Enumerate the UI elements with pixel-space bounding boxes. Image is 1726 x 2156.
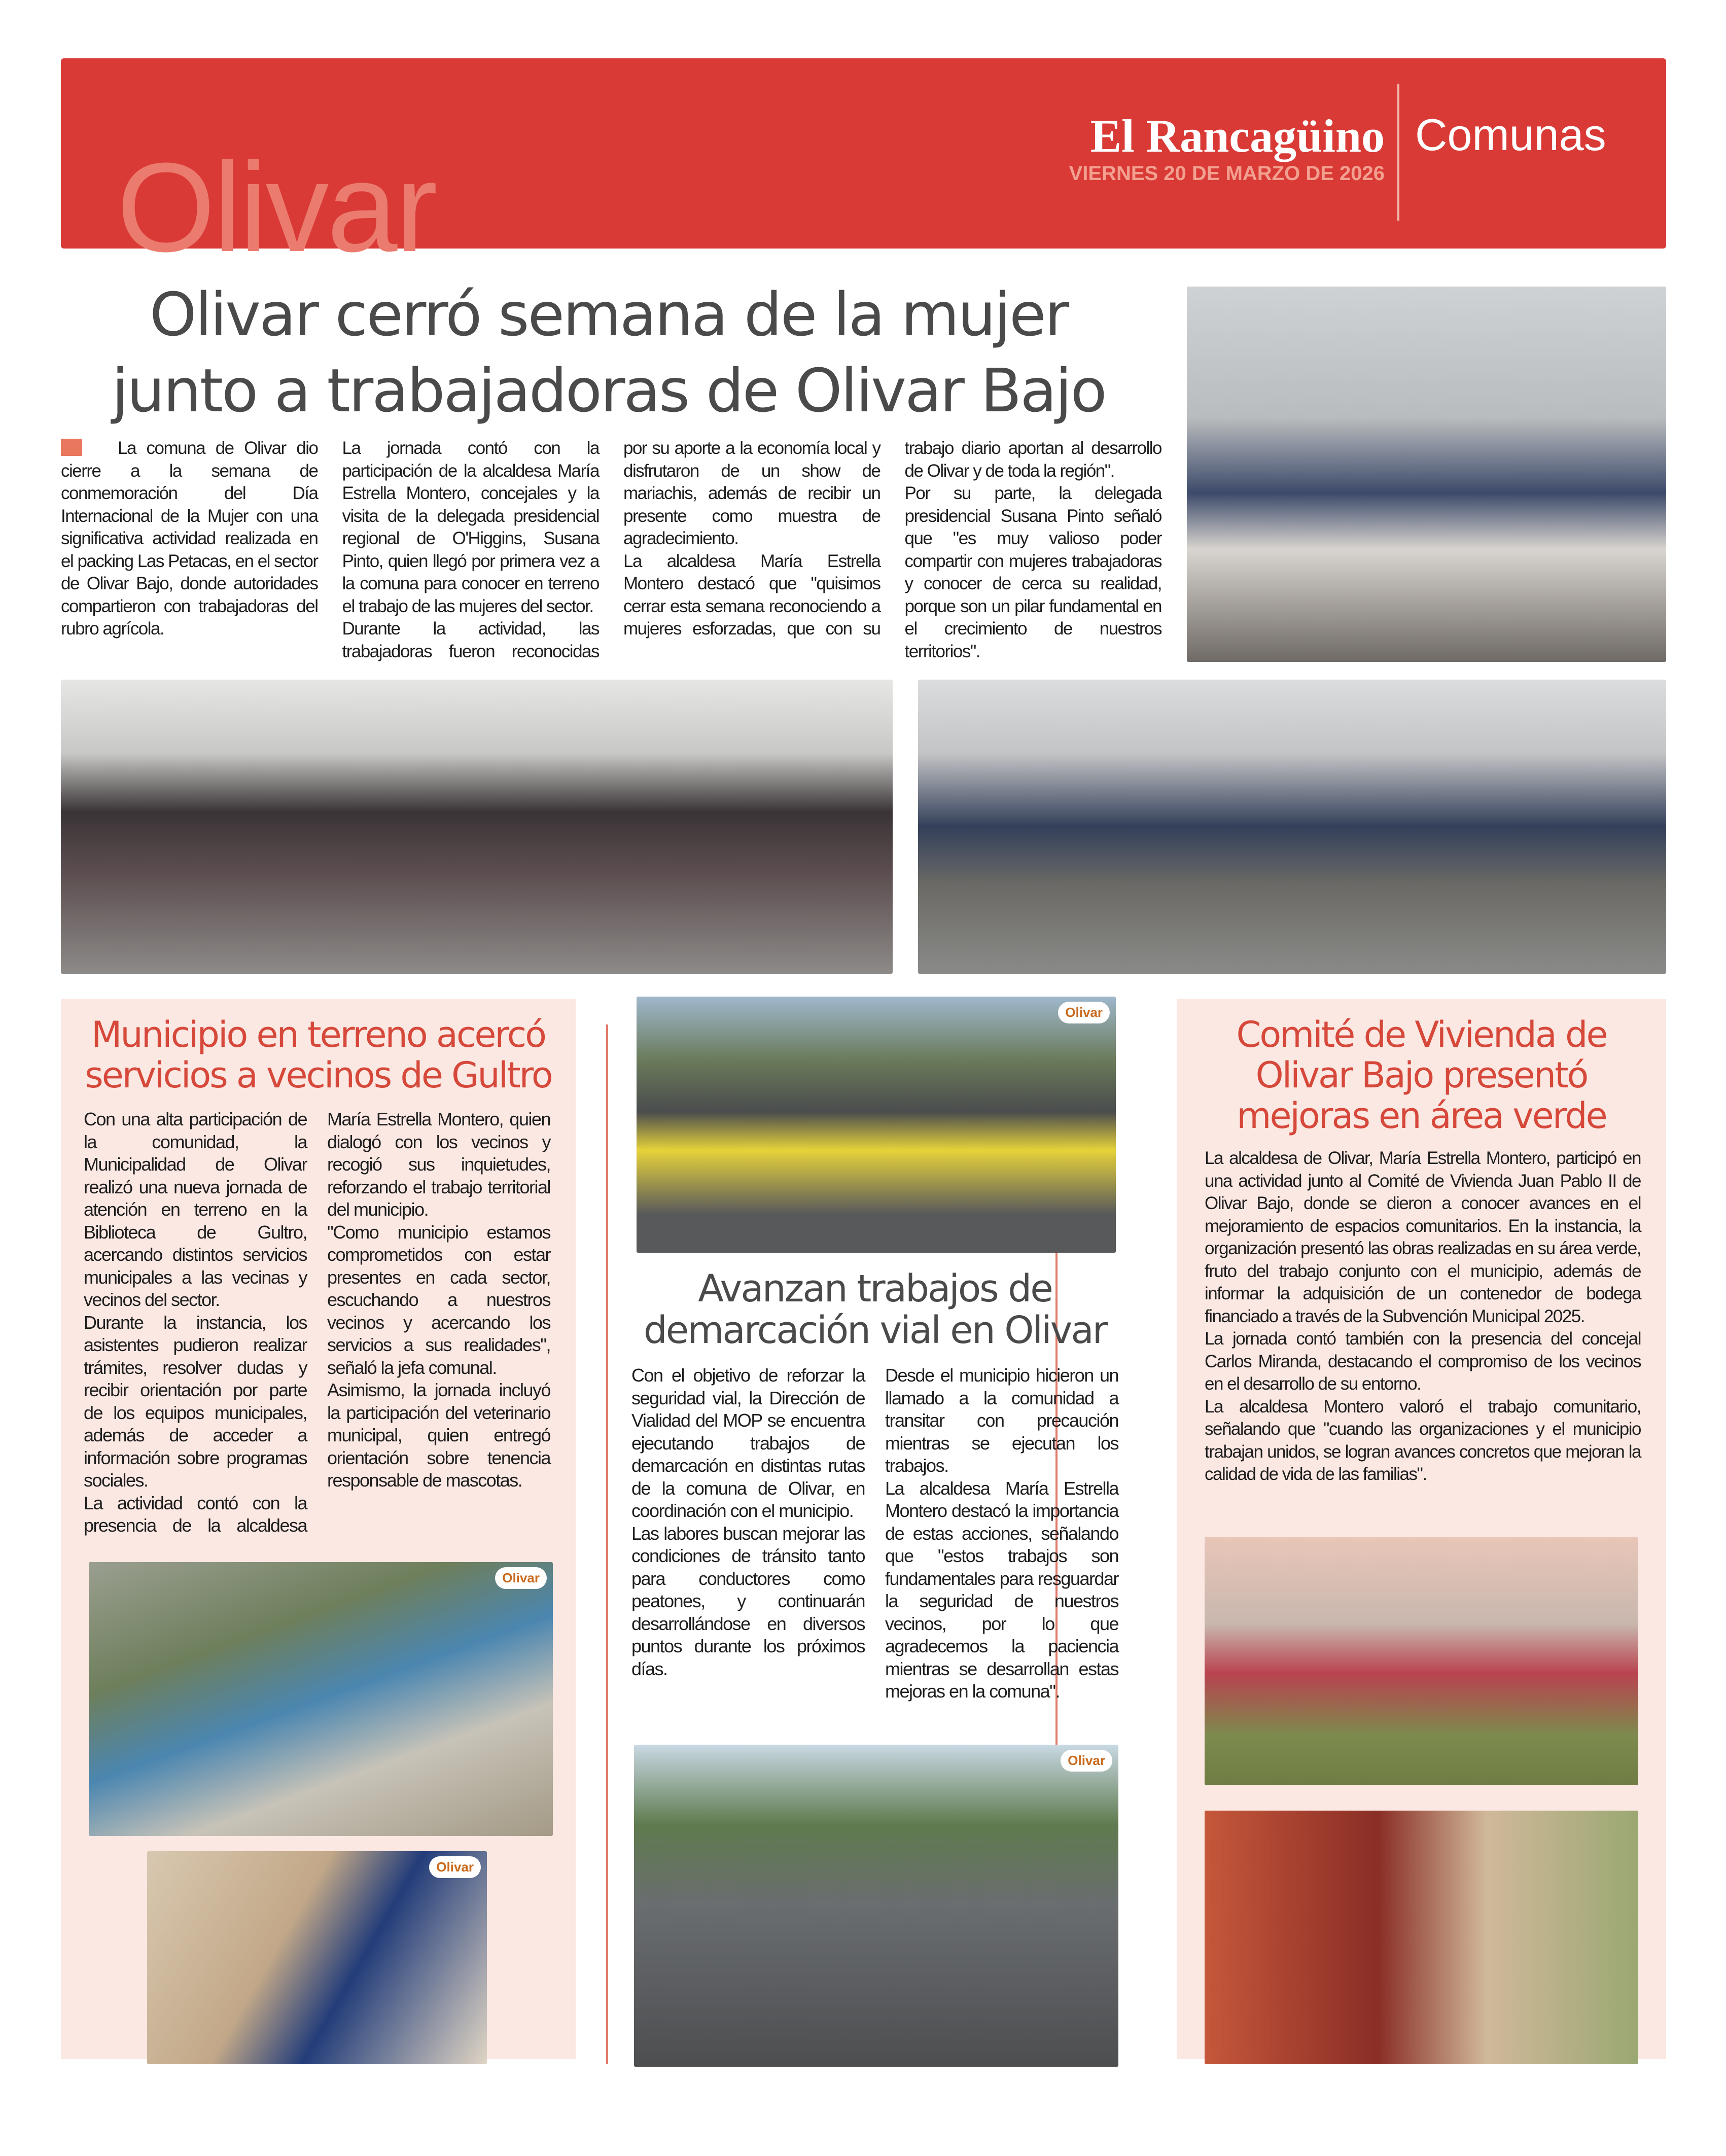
vial-article-body [631,1364,1118,1703]
paragraph: Con una alta participación de la comunidad, la Municipalidad de Olivar realizó una nueva jornada de atención en terreno en la Biblioteca de Gultro, acercando distintos servicios municipales a las vecinas y vecinos del sector. [84,1109,307,1310]
paragraph: Durante la instancia, los asistentes pudieron realizar trámites, resolver dudas y recibir orientación por parte de los equipos municipales, además de acceder a información sobre programas sociales. [84,1312,307,1491]
photo-group-workers [61,680,893,974]
paragraph: La alcaldesa María Estrella Montero destacó la importancia de estas acciones, señalando que "estos trabajos son fundamentales para resguardar la seguridad de nuestros vecinos, por lo que agradecemos la paciencia mientras se desarrollan estas mejoras en la comuna". [885,1477,1118,1702]
paragraph: La alcaldesa María Estrella Montero destacó que "quisimos cerrar esta semana reconociendo a mujeres esforzadas, que con su trabajo diario aportan al desarrollo de Olivar y de toda la región". [623,438,1161,639]
paragraph: La comuna de Olivar dio cierre a la semana de conmemoración del Día Internacional de la Mujer con una significativa actividad realizada en el packing Las Petacas, en el sector de Olivar Bajo, donde autoridades compartieron con trabajadoras del rubro agrícola. [61,438,318,639]
paragraph: "Como municipio estamos comprometidos con estar presentes en cada sector, escuchando a nuestros vecinos y acercando los servicios a sus realidades", señaló la jefa comunal. [327,1221,550,1378]
headline-line: Avanzan trabajos de [698,1267,1052,1311]
municipality-logo: Olivar [495,1567,547,1589]
paragraph: La alcaldesa de Olivar, María Estrella Montero, participó en una actividad junto al Comité de Vivienda Juan Pablo II de Olivar Bajo, donde se dieron a conocer avances en el mejoramiento de espacios comunitarios. En la instancia, la organización presentó las obras realizadas en su área verde, fruto del trabajo conjunto con el municipio, además de informar la adquisición de un contenedor de bodega financiado a través de la Subvención Municipal 2025. [1205,1148,1641,1326]
photo-authorities-group [918,680,1666,974]
headline-line: Olivar cerró semana de la mujer [149,279,1068,349]
headline-line: Comité de Vivienda de [1236,1014,1607,1055]
photo-gultro-attention [89,1562,553,1836]
vial-headline [609,1268,1141,1351]
paragraph: La jornada contó también con la presencia del concejal Carlos Miranda, destacando el compromiso de los vecinos en el desarrollo de su entorno. [1205,1329,1641,1394]
vivienda-headline [1182,1014,1661,1136]
gultro-article-body [84,1108,550,1537]
photo-storage-container [1205,1811,1638,2064]
headline-line: Municipio en terreno acercó [91,1014,545,1055]
paragraph: Con el objetivo de reforzar la seguridad vial, la Dirección de Vialidad del MOP se encuentra ejecutando trabajos de demarcación en distintas rutas de la comuna de Olivar, en coordinación con el municipio. [631,1365,865,1521]
issue-date: VIERNES 20 DE MARZO DE 2026 [1069,162,1385,185]
paragraph: Durante la actividad, las trabajadoras fueron reconocidas por su aporte a la economía local y disfrutaron de un show de mariachis, además de recibir un presente como muestra de agradecimiento. [342,438,880,661]
header-divider [1397,84,1399,221]
paragraph: Desde el municipio hicieron un llamado a la comunidad a transitar con precaución mientras se ejecutan los trabajos. [885,1365,1118,1476]
paragraph: Las labores buscan mejorar las condiciones de tránsito tanto para conductores como peatones, y continuarán desarrollándose en diversos puntos durante los próximos días. [631,1523,865,1679]
lead-marker [61,439,82,456]
headline-line: Olivar Bajo presentó [1255,1054,1588,1096]
main-headline [71,276,1146,429]
headline-line: junto a trabajadoras de Olivar Bajo [112,356,1106,426]
newspaper-name: El Rancagüino [1090,110,1385,162]
paragraph: Asimismo, la jornada incluyó la participación del veterinario municipal, quien entregó orientación sobre tenencia responsable de mascotas. [327,1380,550,1491]
paragraph: La jornada contó con la participación de la alcaldesa María Estrella Montero, concejales y la visita de la delegada presidencial regional de O'Higgins, Susana Pinto, quien llegó por primera vez a la comuna para conocer en terreno el trabajo de las mujeres del sector. [342,438,599,616]
paragraph: La actividad contó con la presencia de la alcaldesa María Estrella Montero, quien dialogó con los vecinos y recogió sus inquietudes, reforzando el trabajo territorial del municipio. [84,1109,550,1536]
category-label: Comunas [1415,110,1606,160]
photo-road-marking [634,1745,1118,2067]
paragraph: Por su parte, la delegada presidencial Susana Pinto señaló que "es muy valioso poder compartir con mujeres trabajadoras y conocer de cerca su realidad, porque son un pilar fundamental en el crecimiento de nuestros territorios". [904,483,1161,661]
paragraph: La alcaldesa Montero valoró el trabajo comunitario, señalando que "cuando las organizaciones y el municipio trabajan unidos, se logran avances concretos que mejoran la calidad de vida de las familias". [1205,1396,1641,1484]
headline-line: mejoras en área verde [1237,1095,1606,1137]
headline-line: demarcación vial en Olivar [643,1309,1107,1352]
municipality-logo: Olivar [1061,1750,1112,1772]
page-header [61,58,1666,278]
photo-authorities-with-gift [1187,287,1666,662]
municipality-logo: Olivar [429,1856,481,1878]
headline-line: servicios a vecinos de Gultro [85,1054,552,1096]
municipality-logo: Olivar [1058,1002,1110,1023]
photo-green-area [1205,1537,1638,1785]
gultro-headline [66,1014,571,1095]
photo-crosswalk [637,997,1116,1253]
photo-gultro-pet [147,1851,487,2064]
vivienda-article-body [1205,1147,1641,1486]
main-article-body [61,437,1161,663]
section-title: Olivar [117,136,436,278]
